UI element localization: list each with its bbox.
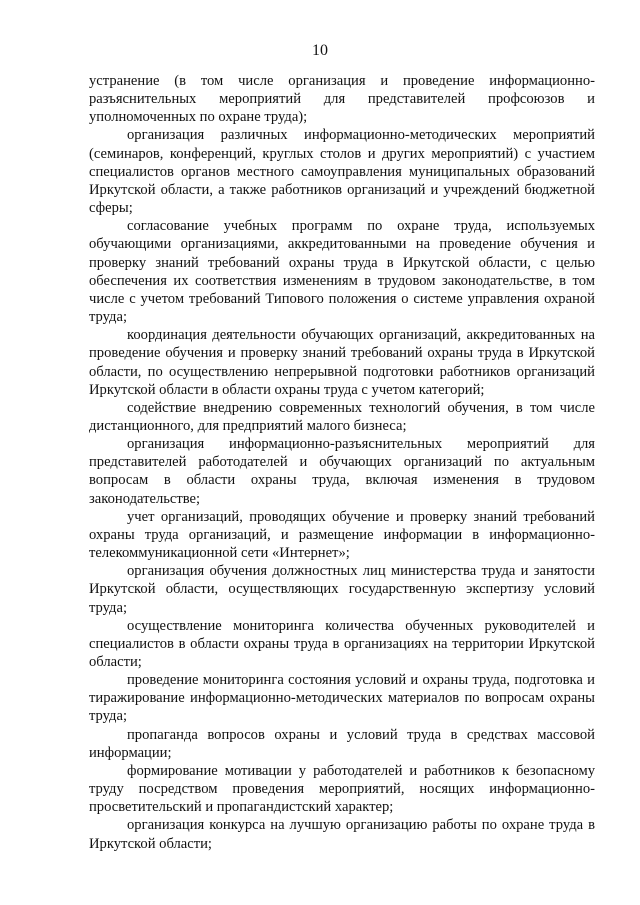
paragraph: координация деятельности обучающих организаций, аккредитованных на проведение обучения и проверку знаний требований охраны труда в Иркутской области, по осуществлению непрерывной подготовки работников организаций Иркутской области в области охраны труда с учетом категорий; bbox=[89, 327, 595, 398]
paragraph: организация конкурса на лучшую организацию работы по охране труда в Иркутской области; bbox=[89, 817, 595, 852]
paragraph: формирование мотивации у работодателей и работников к безопасному труду посредством проведения мероприятий, носящих информационно-просветительский и пропагандистский характер; bbox=[89, 762, 595, 816]
paragraph: пропаганда вопросов охраны и условий труда в средствах массовой информации; bbox=[89, 726, 595, 761]
paragraph: учет организаций, проводящих обучение и проверку знаний требований охраны труда организаций, и размещение информации в информационно-телекоммуникационной сети «Интернет»; bbox=[89, 508, 595, 562]
paragraph: согласование учебных программ по охране труда, используемых обучающими организациями, аккредитованными на проведение обучения и проверку знаний требований охраны труда в Иркутской области, с целью обеспечения их соответствия изменениям в трудовом законодательстве, в том числе с учетом требований Типового положения о системе управления охраной труда; bbox=[89, 218, 595, 326]
paragraph: проведение мониторинга состояния условий и охраны труда, подготовка и тиражирование информационно-методических материалов по вопросам охраны труда; bbox=[89, 672, 595, 725]
paragraph: содействие внедрению современных технологий обучения, в том числе дистанционного, для предприятий малого бизнеса; bbox=[89, 399, 595, 434]
paragraph: осуществление мониторинга количества обученных руководителей и специалистов в области охраны труда в организациях на территории Иркутской области; bbox=[89, 617, 595, 670]
paragraph: устранение (в том числе организация и проведение информационно-разъяснительных мероприятий для представителей профсоюзов и уполномоченных по охране труда); bbox=[89, 73, 595, 126]
paragraph: организация обучения должностных лиц министерства труда и занятости Иркутской области, осуществляющих государственную экспертизу условий труда; bbox=[89, 563, 595, 616]
paragraph: организация информационно-разъяснительных мероприятий для представителей работодателей и обучающих организаций по актуальным вопросам в области охраны труда, включая изменения в трудовом законодательстве; bbox=[89, 436, 595, 507]
document-body bbox=[89, 72, 595, 853]
paragraph: организация различных информационно-методических мероприятий (семинаров, конференций, круглых столов и других мероприятий) с участием специалистов органов местного самоуправления муниципальных образований Иркутской области, а также работников организаций и учреждений бюджетной сферы; bbox=[89, 127, 595, 217]
page-number: 10 bbox=[312, 42, 328, 59]
